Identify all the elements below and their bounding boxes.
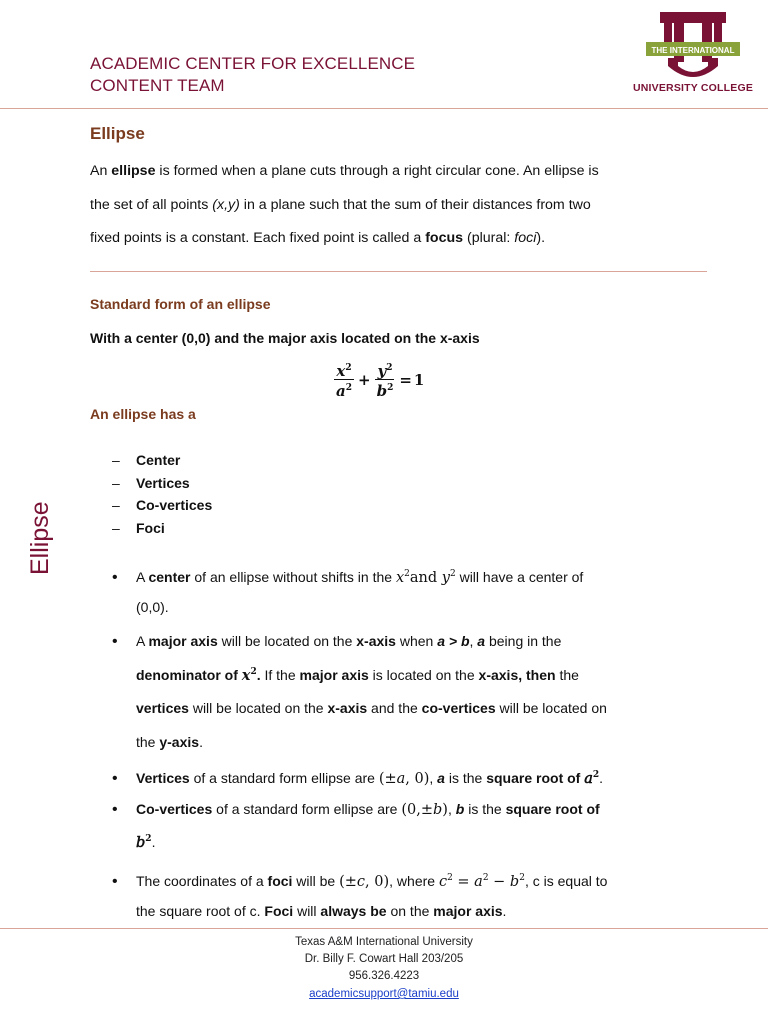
- footer-institution: Texas A&M International University: [295, 936, 473, 948]
- page-title: Ellipse: [90, 124, 145, 143]
- bullet-foci: • The coordinates of a foci will be (±𝑐, 0), where 𝑐$^2$ = 𝑎$^2$ − 𝑏$^2$, c is equal to: [112, 873, 608, 890]
- bullet-major-axis-line4: the y-axis.: [136, 734, 203, 750]
- footer-address: Dr. Billy F. Cowart Hall 203/205: [304, 953, 464, 965]
- fraction-y: $\frac{y^2}{b^2}$: [376, 362, 394, 400]
- fraction-x: $\frac{x^2}{a^2}$: [336, 362, 352, 400]
- bullet-major-axis-line3: vertices will be located on the x-axis and the co-vertices will be located on: [136, 700, 607, 716]
- ellipse-has-heading: An ellipse has a: [90, 406, 196, 422]
- logo-banner-text: THE INTERNATIONAL: [651, 46, 735, 55]
- bullet-co-vertices-cont: 𝑏$^2$.: [136, 834, 156, 851]
- side-label: Ellipse: [26, 501, 54, 575]
- list-item: – Foci: [112, 520, 165, 536]
- intro-line-2: the set of all points (x,y) in a plane such that the sum of their distances from two: [90, 197, 591, 213]
- footer-phone: 956.326.4223: [348, 970, 420, 982]
- bullet-vertices: • Vertices of a standard form ellipse are (±𝑎, 0), a is the square root of 𝑎$^2$.: [112, 770, 604, 787]
- bullet-major-axis: • A major axis will be located on the x-axis when a > b, a being in the: [112, 633, 562, 650]
- standard-form-subheading: With a center (0,0) and the major axis located on the x-axis: [90, 330, 480, 346]
- ellipse-equation: $\frac{x^2}{a^2}$ + $\frac{y^2}{b^2}$ = 1: [336, 362, 425, 400]
- logo-caption: UNIVERSITY COLLEGE: [632, 82, 754, 94]
- list-item: – Co-vertices: [112, 497, 213, 513]
- intro-line-3: fixed points is a constant. Each fixed point is called a focus (plural: foci).: [90, 230, 546, 246]
- list-item: – Vertices: [112, 475, 190, 491]
- bullet-foci-cont: the square root of c. Foci will always be on the major axis.: [136, 903, 507, 919]
- bullet-major-axis-line2: denominator of $x^2$. If the major axis is located on the x-axis, then the: [136, 667, 579, 684]
- footer-email-link[interactable]: academicsupport@tamiu.edu: [309, 988, 459, 1000]
- bullet-center-cont: (0,0).: [136, 599, 169, 615]
- bullet-co-vertices: • Co-vertices of a standard form ellipse are (0,±𝑏), b is the square root of: [112, 801, 600, 818]
- header-subtitle: CONTENT TEAM: [90, 76, 225, 95]
- footer-email-row: [0, 988, 768, 1000]
- list-item: – Center: [112, 452, 181, 468]
- standard-form-heading: Standard form of an ellipse: [90, 296, 271, 312]
- intro-line-1: An ellipse is formed when a plane cuts through a right circular cone. An ellipse is: [90, 163, 599, 179]
- bullet-center: • A center of an ellipse without shifts in the $x^2and$ $y^2$ will have a center of: [112, 569, 584, 586]
- footer-divider: [0, 928, 768, 929]
- header-title: ACADEMIC CENTER FOR EXCELLENCE: [90, 54, 416, 73]
- section-divider: [90, 271, 707, 272]
- header-divider: [0, 108, 768, 109]
